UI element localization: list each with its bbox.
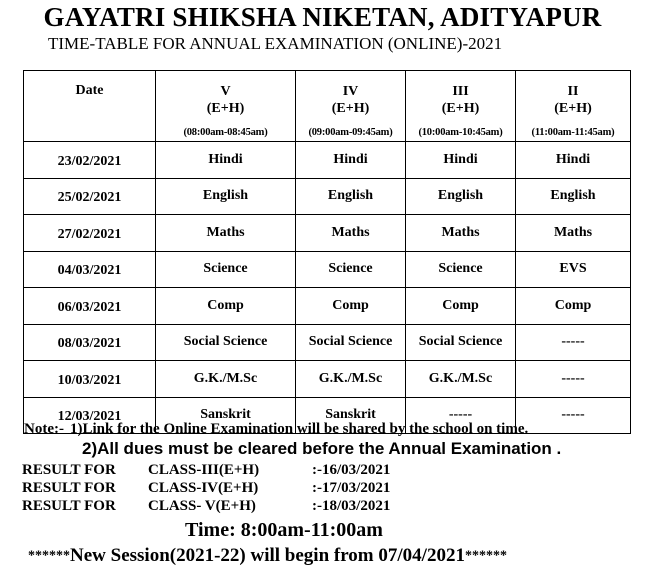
subject-cell: English [516,178,631,215]
subject-cell: Social Science [296,324,406,361]
result-label: RESULT FOR [22,462,116,478]
subject-cell: Comp [516,288,631,325]
class-name: V [220,84,231,99]
timetable-subtitle: TIME-TABLE FOR ANNUAL EXAMINATION (ONLINE)-2021 [48,34,503,53]
subject-cell: Maths [406,215,516,252]
subject-cell: Hindi [156,142,296,179]
subject-cell: Maths [156,215,296,252]
subject-cell: Science [156,251,296,288]
date-cell: 27/02/2021 [24,215,156,252]
class-iv-header [296,71,406,142]
subject-cell: Social Science [156,324,296,361]
table-row [24,361,631,398]
subject-cell: ----- [406,397,516,434]
subject-cell: Comp [296,288,406,325]
school-title: GAYATRI SHIKSHA NIKETAN, ADITYAPUR [43,2,602,32]
class-time: (08:00am-08:45am) [183,127,268,138]
subject-cell: Sanskrit [296,397,406,434]
date-cell: 25/02/2021 [24,178,156,215]
date-cell: 23/02/2021 [24,142,156,179]
table-row [24,178,631,215]
subject-cell: Hindi [296,142,406,179]
subject-cell: Maths [296,215,406,252]
subject-cell: ----- [516,397,631,434]
note-line-2: 2)All dues must be cleared before the Annual Examination . [82,439,562,458]
subject-cell: G.K./M.Sc [156,361,296,398]
class-medium: (E+H) [206,101,245,116]
table-row [24,251,631,288]
subject-cell: English [406,178,516,215]
result-date: :-17/03/2021 [312,480,391,496]
exam-timetable [23,70,631,434]
class-time: (09:00am-09:45am) [308,127,393,138]
table-row [24,215,631,252]
date-column-header: Date [24,71,156,142]
subject-cell: Hindi [516,142,631,179]
class-time: (11:00am-11:45am) [531,127,615,138]
table-row [24,288,631,325]
subject-cell: G.K./M.Sc [406,361,516,398]
class-name: II [567,84,579,99]
date-cell: 04/03/2021 [24,251,156,288]
subject-cell: ----- [516,361,631,398]
class-medium: (E+H) [554,101,592,116]
subject-cell: Comp [406,288,516,325]
class-medium: (E+H) [441,101,480,116]
note-prefix: Note:- [24,421,64,437]
result-date: :-16/03/2021 [312,462,391,478]
class-medium: (E+H) [331,101,370,116]
subject-cell: ----- [516,324,631,361]
subject-cell: Sanskrit [156,397,296,434]
stars-right: ****** [464,548,507,564]
subject-cell: EVS [516,251,631,288]
date-cell: 10/03/2021 [24,361,156,398]
result-date: :-18/03/2021 [312,498,391,514]
table-header-row [24,71,631,142]
table-row [24,324,631,361]
subject-cell: Social Science [406,324,516,361]
exam-timing: Time: 8:00am-11:00am [185,519,383,541]
note-line-1 [24,421,528,438]
class-ii-header [516,71,631,142]
new-session-notice [28,545,507,567]
result-class: CLASS-III(E+H) [148,462,260,478]
subject-cell: Science [296,251,406,288]
table-row [24,142,631,179]
result-class: CLASS-IV(E+H) [148,480,259,496]
subject-cell: Science [406,251,516,288]
date-cell: 06/03/2021 [24,288,156,325]
class-iii-header [406,71,516,142]
class-time: (10:00am-10:45am) [418,127,503,138]
subject-cell: Hindi [406,142,516,179]
note-1-text: 1)Link for the Online Examination will be shared by the school on time. [69,421,529,437]
class-name: III [452,84,469,99]
subject-cell: English [156,178,296,215]
date-cell: 12/03/2021 [24,397,156,434]
subject-cell: English [296,178,406,215]
session-text: New Session(2021-22) will begin from 07/04/2021 [70,545,465,566]
stars-left: ****** [28,548,70,564]
subject-cell: Maths [516,215,631,252]
class-name: IV [342,84,359,99]
result-label: RESULT FOR [22,480,116,496]
class-v-header [156,71,296,142]
subject-cell: G.K./M.Sc [296,361,406,398]
subject-cell: Comp [156,288,296,325]
result-class: CLASS- V(E+H) [148,498,256,514]
date-cell: 08/03/2021 [24,324,156,361]
result-label: RESULT FOR [22,498,116,514]
